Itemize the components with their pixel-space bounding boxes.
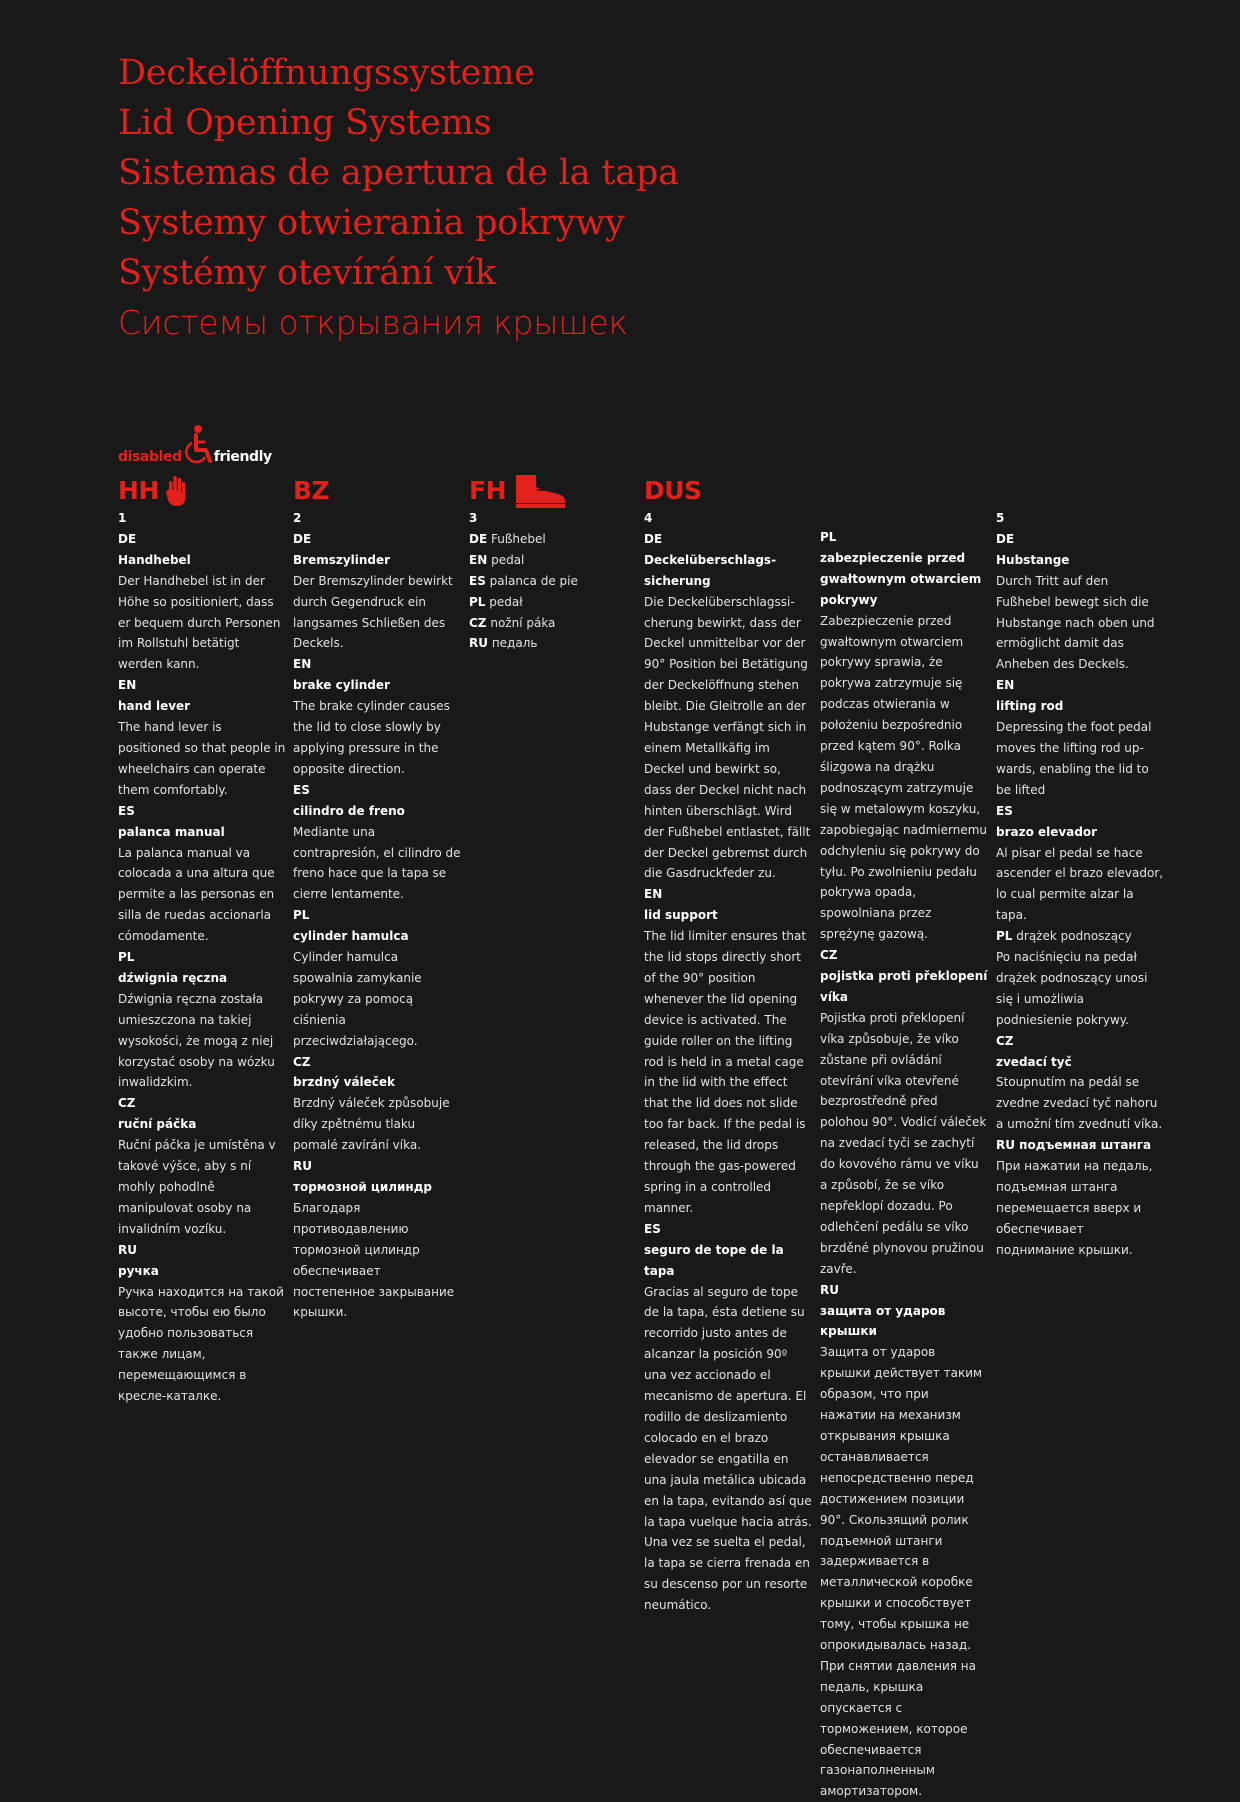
description-en: The hand lever is positioned so that people in wheelchairs can operate them comfortably.: [118, 720, 286, 797]
term-es: palanca manual: [118, 824, 225, 839]
term-cz: ruční páčka: [118, 1117, 197, 1132]
column-lifting-rod: [996, 474, 1164, 1261]
term-pl: zabezpieczenie przed gwałtownym otwarciem pokrywy: [820, 550, 982, 607]
column-pedal: [469, 474, 637, 654]
number-label: 4: [644, 511, 653, 525]
term-cz: pojistka proti překlopení víka: [820, 969, 988, 1004]
description-cz: Pojistka proti překlopení víka způsobuje, že víko zůstane při ovládání otevírání víka otevřené bezprostředně před polohou 90°. Vodicí váleček na zvedací tyči se zachytí do kovového rámu ve víku a způsobí, že se víko nepřeklopí dozadu. Po odlehčení pedálu se víko brzděné plynovou pružinou zavře.: [820, 1010, 987, 1276]
lang-label: RU: [118, 1242, 137, 1257]
hand-icon: [165, 475, 189, 507]
description-cz: Ruční páčka je umístěna v takové výšce, aby s ní mohly pohodlně manipulovat osoby na invalidním vozíku.: [118, 1138, 276, 1236]
term-row-cz: [469, 613, 637, 634]
description-de: Die Deckelüberschlagssicherung bewirkt, dass der Deckel unmittelbar vor der 90° Position bei Betätigung der Deckelöffnung stehen bleibt. Die Gleitrolle an der Hubstange verfängt sich in einem Metallkäfig im Deckel und bewirkt so, dass der Deckel nicht nach hinten überschlägt. Wird der Fußhebel entlastet, fällt der Deckel gebremst durch die Gasdruckfeder zu.: [644, 594, 811, 881]
term-ru: педаль: [491, 636, 538, 651]
term-row-en: [469, 550, 637, 571]
lang-label: PL: [293, 908, 310, 923]
wheelchair-icon: [183, 424, 213, 464]
column-brake-cylinder: [293, 474, 461, 1323]
lang-label: CZ: [469, 615, 487, 630]
term-ru: ручка: [118, 1263, 159, 1278]
term-es: brazo elevador: [996, 824, 1098, 839]
lang-label: ES: [118, 803, 135, 818]
code-label: HH: [118, 476, 159, 505]
description-en: The brake cylinder causes the lid to close slowly by applying pressure in the opposite direction.: [293, 699, 450, 776]
description-cz: Stoupnutím na pedál se zvedne zvedací tyč nahoru a umožní tím zvednutí víka.: [996, 1075, 1163, 1132]
number-label: 1: [118, 511, 127, 525]
lang-label: ES: [293, 782, 310, 797]
title-en: Lid Opening Systems: [118, 103, 492, 143]
code-heading: [644, 474, 812, 508]
description-pl: Cylinder hamulca spowalnia zamykanie pokrywy za pomocą ciśnienia przeciwdziałającego.: [293, 950, 422, 1048]
title-pl: Systemy otwierania pokrywy: [118, 203, 625, 243]
logo-text-disabled: disabled: [118, 449, 182, 465]
lang-label: CZ: [118, 1096, 136, 1111]
lang-label: EN: [644, 887, 663, 902]
column-lid-support-continued: [820, 527, 988, 1802]
description-ru: Защита от ударов крышки действует таким образом, что при нажатии на механизм открывания крышка останавливается непосредственно перед достижением позиции 90°. Скользящий ролик подъемной штанги задерживается в металлической коробке крышки и способствует тому, чтобы крышка не опрокидывалась назад. При снятии давления на педаль, крышка опускается с торможением, которое обеспечивается газонаполненным амортизатором.: [820, 1345, 983, 1799]
description-pl: Dźwignia ręczna została umieszczona na takiej wysokości, że mogą z niej korzystać osoby na wózku inwalidzkim.: [118, 991, 275, 1090]
description-en: The lid limiter ensures that the lid stops directly short of the 90° position whenever the lid opening device is activated. The guide roller on the lifting rod is held in a metal cage in the lid with the effect that the lid does not slide too far back. If the pedal is released, the lid drops through the gas-powered spring in a controlled manner.: [644, 929, 807, 1215]
description-de: Der Bremszylinder bewirkt durch Gegendruck ein langsames Schließen des Deckels.: [293, 573, 453, 651]
term-en: lid support: [644, 908, 718, 923]
code-heading-spacer: [996, 474, 1164, 508]
lang-label: PL: [996, 929, 1013, 944]
term-ru: защита от ударов крышки: [820, 1303, 946, 1339]
description-es: Al pisar el pedal se hace ascender el brazo elevador, lo cual permite alzar la tapa.: [996, 845, 1164, 923]
code-label: FH: [469, 476, 507, 505]
term-row-es: [469, 571, 637, 592]
term-row-de: [469, 529, 637, 550]
lang-label: RU: [469, 636, 488, 651]
description-es: La palanca manual va colocada a una altura que permite a las personas en silla de ruedas accionarla cómodamente.: [118, 845, 275, 944]
lang-label: EN: [118, 678, 137, 693]
term-en: pedal: [491, 552, 525, 567]
number-label: 5: [996, 511, 1005, 525]
description-cz: Brzdný váleček způsobuje díky zpětnému tlaku pomalé zavírání víka.: [293, 1096, 450, 1153]
term-pl: dźwignia ręczna: [118, 970, 228, 985]
term-cz: nožní páka: [490, 615, 556, 630]
lang-label: PL: [118, 950, 135, 965]
disabled-friendly-logo: [118, 425, 272, 465]
title-block: [118, 48, 679, 348]
code-label: BZ: [293, 476, 330, 505]
lang-label: ES: [644, 1221, 661, 1236]
term-es: cilindro de freno: [293, 803, 405, 818]
column-lid-support: [644, 474, 812, 1616]
description-ru: При нажатии на педаль, подъемная штанга перемещается вверх и обеспечивает поднимание крышки.: [996, 1159, 1153, 1257]
description-de: Der Handhebel ist in der Höhe so positioniert, dass er bequem durch Personen im Rollstuhl betätigt werden kann.: [118, 573, 281, 672]
title-es: Sistemas de apertura de la tapa: [118, 153, 679, 193]
lang-label: CZ: [820, 948, 838, 963]
term-row-pl: [469, 592, 637, 613]
description-ru: Благодаря противодавлению тормозной цилиндр обеспечивает постепенное закрывание крышки.: [293, 1200, 455, 1320]
term-en: lifting rod: [996, 699, 1064, 714]
lang-label: EN: [469, 552, 488, 567]
lang-label: DE: [293, 531, 312, 546]
description-ru: Ручка находится на такой высоте, чтобы ею было удобно пользоваться также лицам, перемещающимся в кресле-каталке.: [118, 1284, 284, 1404]
term-row-pl: [996, 926, 1164, 947]
term-row-ru: [469, 633, 637, 654]
term-de: Deckelüberschlagssicherung: [644, 552, 777, 588]
description-es: Gracias al seguro de tope de la tapa, ésta detiene su recorrido justo antes de alcanzar la posición 90º una vez accionado el mecanismo de apertura. El rodillo de deslizamiento colocado en el brazo elevador se engatilla en una jaula metálica ubicada en la tapa, evitando así que la tapa vuelque hacia atrás. Una vez se suelta el pedal, la tapa se cierra frenada en su descenso por un resorte neumático.: [644, 1284, 812, 1613]
term-en: brake cylinder: [293, 678, 390, 693]
lang-label: DE: [644, 531, 663, 546]
term-de: Hubstange: [996, 552, 1070, 567]
term-ru: тормозной цилиндр: [293, 1180, 433, 1194]
code-heading: [293, 474, 461, 508]
number-label: 2: [293, 511, 302, 525]
description-pl: Zabezpieczenie przed gwałtownym otwarciem pokrywy sprawia, że pokrywa zatrzymuje się podczas otwierania w położeniu bezpośrednio przed kątem 90°. Rolka ślizgowa na drążku podnoszącym zatrzymuje się w metalowym koszyku, zapobiegając nadmiernemu odchyleniu się pokrywy do tyłu. Po zwolnieniu pedału pokrywa opada, spowolniana przez sprężynę gazową.: [820, 613, 988, 942]
description-pl: Po naciśnięciu na pedał drążek podnoszący unosi się i umożliwia podniesienie pokrywy.: [996, 950, 1148, 1027]
description-de: Durch Tritt auf den Fußhebel bewegt sich die Hubstange nach oben und ermöglicht damit das Anheben des Deckels.: [996, 573, 1155, 672]
lang-label: CZ: [293, 1054, 311, 1069]
lang-label: PL: [469, 594, 486, 609]
lang-label: DE: [469, 531, 488, 546]
lang-label: CZ: [996, 1033, 1014, 1048]
code-heading: [118, 474, 286, 508]
term-de: Handhebel: [118, 552, 191, 567]
term-de: Bremszylinder: [293, 552, 391, 567]
description-en: Depressing the foot pedal moves the lifting rod upwards, enabling the lid to be lifted: [996, 720, 1152, 797]
term-pl: pedał: [489, 594, 523, 609]
lang-label: ES: [996, 803, 1013, 818]
lang-label: RU: [820, 1282, 839, 1297]
term-en: hand lever: [118, 699, 191, 714]
term-pl: drążek podnoszący: [1016, 929, 1132, 944]
code-heading: [469, 474, 637, 508]
title-ru: Системы открывания крышек: [118, 303, 628, 342]
number-label: 3: [469, 511, 478, 525]
title-cz: Systémy otevírání vík: [118, 253, 496, 293]
lang-label: DE: [118, 531, 137, 546]
boot-icon: [512, 473, 566, 509]
logo-text-friendly: friendly: [213, 449, 272, 465]
lang-label: RU: [293, 1159, 312, 1174]
lang-label: DE: [996, 531, 1015, 546]
column-hand-lever: [118, 474, 286, 1407]
term-es: seguro de tope de la tapa: [644, 1242, 784, 1278]
term-cz: zvedací tyč: [996, 1054, 1072, 1069]
term-ru: RU подъемная штанга: [996, 1138, 1152, 1153]
term-de: Fußhebel: [491, 531, 546, 546]
term-pl: cylinder hamulca: [293, 929, 409, 944]
lang-label: EN: [996, 678, 1015, 693]
term-cz: brzdný váleček: [293, 1075, 396, 1090]
code-label: DUS: [644, 476, 702, 505]
title-de: Deckelöffnungssysteme: [118, 53, 535, 93]
lang-label: PL: [820, 530, 837, 544]
description-es: Mediante una contrapresión, el cilindro de freno hace que la tapa se cierre lentamente.: [293, 824, 461, 902]
lang-label: EN: [293, 657, 312, 672]
term-es: palanca de pie: [489, 573, 578, 588]
lang-label: ES: [469, 573, 486, 588]
